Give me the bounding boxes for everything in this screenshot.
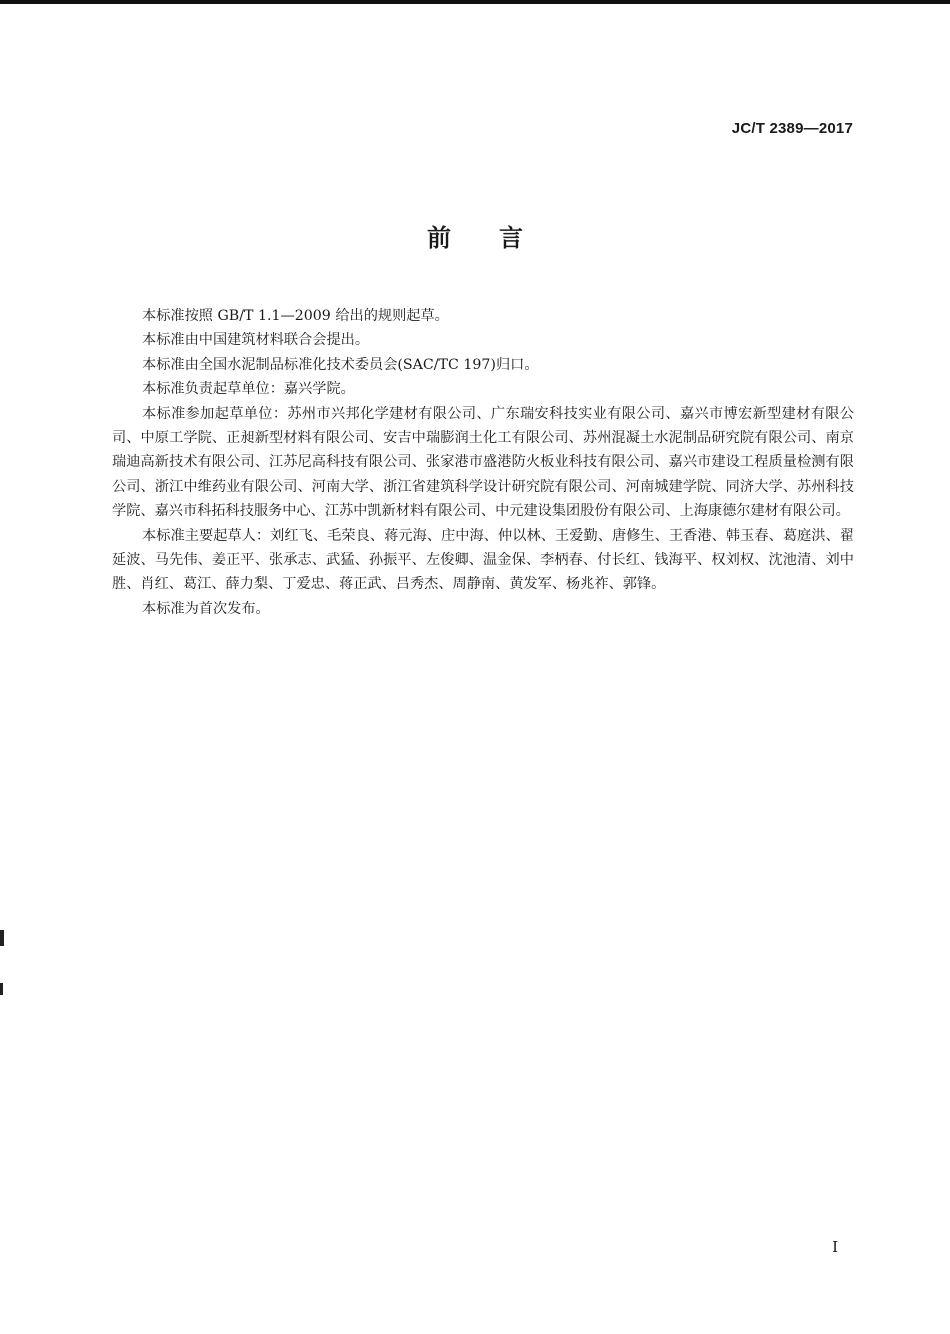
scan-margin-mark xyxy=(0,930,4,946)
page-number: I xyxy=(832,1238,838,1256)
standard-code: JC/T 2389—2017 xyxy=(731,120,853,137)
paragraph-drafting-rules: 本标准按照 GB/T 1.1—2009 给出的规则起草。 xyxy=(142,308,449,324)
foreword-body xyxy=(112,304,854,621)
paragraph-participating-units: 本标准参加起草单位：苏州市兴邦化学建材有限公司、广东瑞安科技实业有限公司、嘉兴市博宏新型建材有限公司、中原工学院、正昶新型材料有限公司、安吉中瑞膨润土化工有限公司、苏州混凝土水泥制品研究院有限公司、南京瑞迪高新技术有限公司、江苏尼高科技有限公司、张家港市盛港防火板业科技有限公司、嘉兴市建设工程质量检测有限公司、浙江中维药业有限公司、河南大学、浙江省建筑科学设计研究院有限公司、河南城建学院、同济大学、苏州科技学院、嘉兴市科拓科技服务中心、江苏中凯新材料有限公司、中元建设集团股份有限公司、上海康德尔建材有限公司。 xyxy=(112,405,854,520)
page-title: 前言 xyxy=(427,224,571,252)
paragraph-responsible-unit: 本标准负责起草单位：嘉兴学院。 xyxy=(142,381,355,398)
paragraph-first-release: 本标准为首次发布。 xyxy=(142,600,270,617)
top-border xyxy=(0,0,950,4)
paragraph-proposed-by: 本标准由中国建筑材料联合会提出。 xyxy=(142,332,370,349)
paragraph-administered-by: 本标准由全国水泥制品标准化技术委员会(SAC/TC 197)归口。 xyxy=(142,356,539,373)
paragraph-main-drafters: 本标准主要起草人：刘红飞、毛荣良、蒋元海、庄中海、仲以林、王爱勤、唐修生、王香港、韩玉春、葛庭洪、翟延波、马先伟、姜正平、张承志、武猛、孙振平、左俊卿、温金保、李柄春、付长红、钱海平、权刘权、沈池清、刘中胜、肖红、葛江、薛力梨、丁爱忠、蒋正武、吕秀杰、周静南、黄发军、杨兆祚、郭锋。 xyxy=(112,527,854,593)
scan-margin-mark xyxy=(0,983,3,995)
